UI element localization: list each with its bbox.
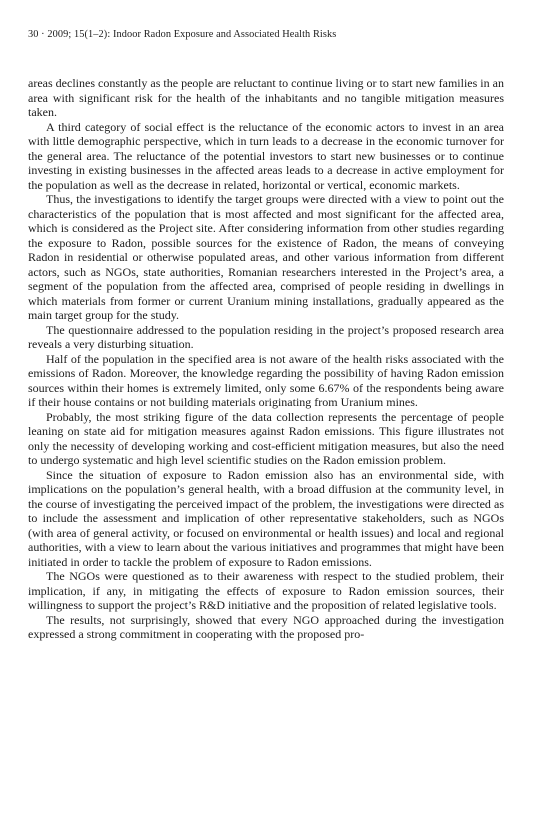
running-head-separator: · [38,29,48,40]
page-number: 30 [28,29,39,40]
paragraph-continued: areas declines constantly as the people are reluctant to continue living or to start new families in an area with significant risk for the health of the inhabitants and no tangible mitigation measures taken. [28,76,504,119]
paragraph-results: The results, not surprisingly, showed that every NGO approached during the investigation expressed a strong commitment in cooperating with the proposed pro- [28,612,504,641]
paragraph-environmental-side: Since the situation of exposure to Radon emission also has an environmental side, with implications on the population’s general health, with a broad diffusion at the community level, in the course of investigating the perceived impact of the problem, the investigations were directed as to include the assessment and implication of other representative stakeholders, such as NGOs (with area of general activity, or focused on environmental or health issues) and local and regional authorities, with a view to learn about the various initiatives and programmes that might have been initiated in order to tackle the problem of exposure to Radon emissions. [28,467,504,569]
paragraph-awareness: Half of the population in the specified area is not aware of the health risks associated with the emissions of Radon. Moreover, the knowledge regarding the possibility of having Radon emission sources within their homes is extremely limited, only some 6.67% of the respondents being aware if their house contains or not building materials originating from Uranium mines. [28,351,504,409]
paragraph-questionnaire: The questionnaire addressed to the population residing in the project’s proposed research area reveals a very disturbing situation. [28,322,504,351]
journal-citation: 2009; 15(1–2): [47,29,113,40]
paragraph-economic-reluctance: A third category of social effect is the reluctance of the economic actors to invest in an area with little demographic perspective, which in turn leads to a decrease in the economic turnover for the general area. The reluctance of the potential investors to start new businesses or to continue investing in existing businesses in the affected areas leads to a decrease in active employment for the population as well as the decrease in related, horizontal or vertical, economic markets. [28,119,504,192]
body-text [28,76,504,642]
running-head [28,29,336,40]
paragraph-target-groups: Thus, the investigations to identify the target groups were directed with a view to point out the characteristics of the population that is most affected and most significant for the affected area, which is considered as the Project site. After considering information from other studies regarding the exposure to Radon, possible sources for the existence of Radon, the means of conveying Radon in residential or otherwise populated areas, and other various information from different actors, such as NGOs, state authorities, Romanian researchers interested in the Project’s area, a segment of the population from the affected area, comprised of people residing in dwellings in which materials from former or current Uranium mining installations, gradually appeared as the main target group for the study. [28,192,504,322]
article-running-title: Indoor Radon Exposure and Associated Health Risks [112,29,337,40]
paragraph-ngos-questioned: The NGOs were questioned as to their awareness with respect to the studied problem, their implication, if any, in mitigating the effects of exposure to Radon emission sources, their willingness to support the project’s R&D initiative and the proposition of related legislative tools. [28,569,504,612]
paragraph-state-aid: Probably, the most striking figure of the data collection represents the percentage of people leaning on state aid for mitigation measures against Radon emissions. This figure illustrates not only the necessity of developing working and cost-efficient mitigation measures, but also the need to undergo systematic and high level scientific studies on the Radon emission problem. [28,409,504,467]
